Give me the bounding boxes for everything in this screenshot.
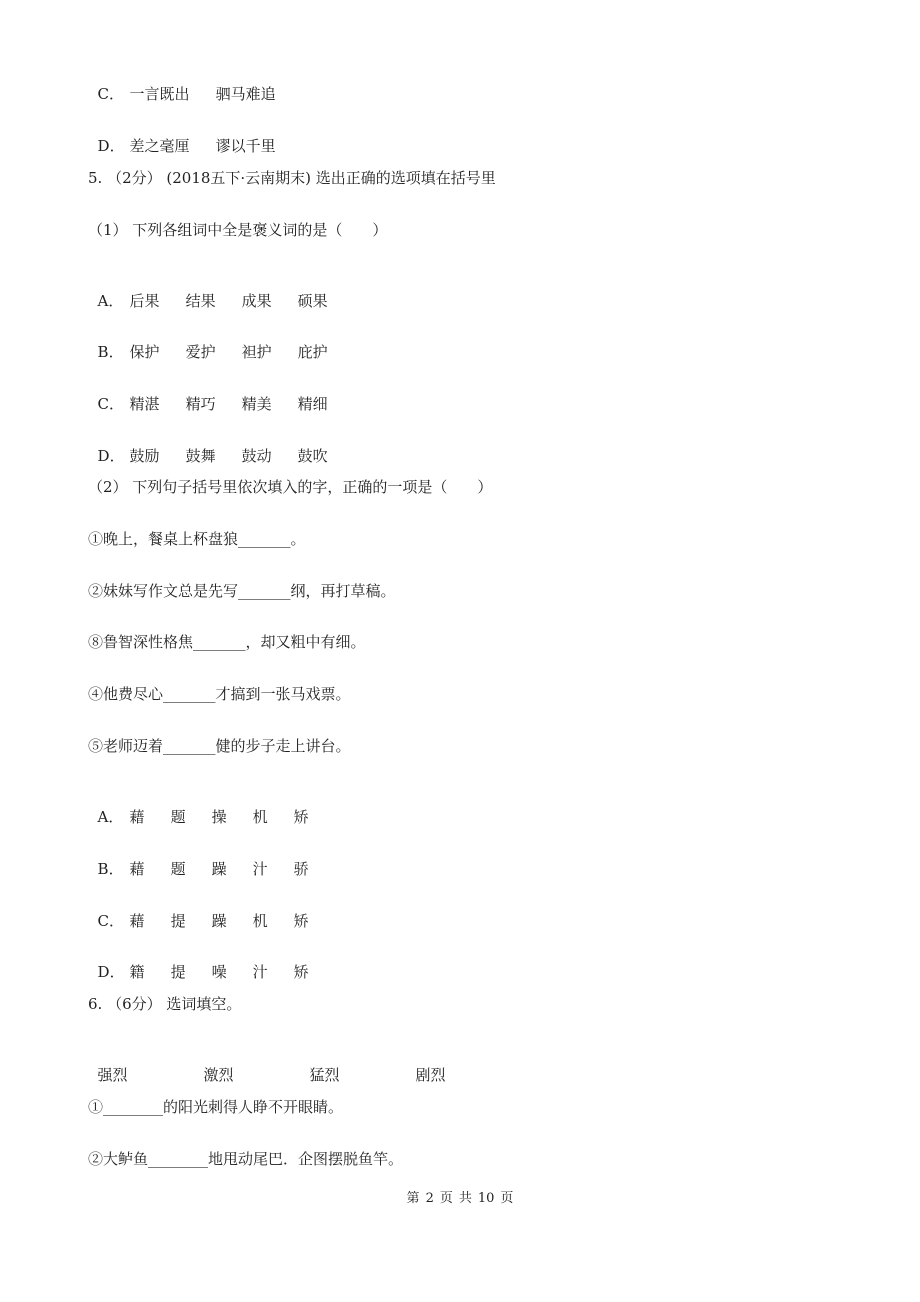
option-word: 鼓吹 bbox=[297, 447, 328, 465]
q5-sub2-sentence-1: ①晚上，餐桌上杯盘狼_______。 bbox=[88, 530, 306, 548]
option-word: 一言既出 bbox=[129, 85, 190, 103]
option-label: B． bbox=[97, 860, 124, 878]
footer-text: 页 bbox=[500, 1191, 514, 1206]
option-word: 精湛 bbox=[129, 395, 160, 413]
option-word: 籍 bbox=[129, 963, 145, 981]
option-word: 操 bbox=[211, 808, 227, 826]
option-word: 提 bbox=[170, 912, 186, 930]
option-label: B． bbox=[97, 343, 124, 361]
option-word: 后果 bbox=[129, 292, 160, 310]
option-word: 题 bbox=[170, 808, 186, 826]
q5-sub1-option-a bbox=[88, 271, 354, 311]
option-word: 爱护 bbox=[185, 343, 216, 361]
option-word: 躁 bbox=[211, 860, 227, 878]
option-word: 骄 bbox=[293, 860, 309, 878]
option-label: C． bbox=[97, 912, 125, 930]
option-word: 汁 bbox=[252, 963, 268, 981]
word-bank-item: 激烈 bbox=[203, 1066, 234, 1084]
option-label: D． bbox=[97, 137, 125, 155]
option-word: 提 bbox=[170, 963, 186, 981]
footer-text: 第 bbox=[406, 1191, 420, 1206]
q5-sub2-option-b bbox=[88, 839, 335, 879]
q5-sub2-sentence-4: ④他费尽心_______才搞到一张马戏票。 bbox=[88, 685, 351, 703]
q6-sentence-1: ①________的阳光刺得人睁不开眼睛。 bbox=[88, 1098, 344, 1116]
option-word: 精巧 bbox=[185, 395, 216, 413]
question-5-sub2-prompt: （2） 下列句子括号里依次填入的字，正确的一项是（ ） bbox=[88, 478, 493, 496]
q5-sub2-option-d bbox=[88, 942, 335, 982]
option-word: 袒护 bbox=[241, 343, 272, 361]
option-word: 结果 bbox=[185, 292, 216, 310]
footer-text: 共 bbox=[458, 1191, 472, 1206]
option-word: 鼓舞 bbox=[185, 447, 216, 465]
word-bank-item: 剧烈 bbox=[415, 1066, 446, 1084]
page-total: 10 bbox=[477, 1191, 495, 1206]
question-5-sub1-prompt: （1） 下列各组词中全是褒义词的是（ ） bbox=[88, 221, 388, 239]
q5-sub1-option-b bbox=[88, 322, 354, 362]
option-word: 藉 bbox=[129, 808, 145, 826]
option-word: 题 bbox=[170, 860, 186, 878]
option-label: A． bbox=[97, 808, 124, 826]
option-word: 机 bbox=[252, 808, 268, 826]
q6-sentence-2: ②大鲈鱼________地甩动尾巴．企图摆脱鱼竿。 bbox=[88, 1150, 404, 1168]
question-5-header: 5. （2分） (2018五下·云南期末) 选出正确的选项填在括号里 bbox=[88, 169, 496, 187]
option-word: 矫 bbox=[293, 808, 309, 826]
option-word: 噪 bbox=[211, 963, 227, 981]
option-word: 矫 bbox=[293, 963, 309, 981]
page-footer bbox=[0, 1190, 920, 1208]
option-word: 躁 bbox=[211, 912, 227, 930]
option-word: 庇护 bbox=[297, 343, 328, 361]
option-word: 鼓动 bbox=[241, 447, 272, 465]
word-bank-item: 猛烈 bbox=[309, 1066, 340, 1084]
question-6-header: 6. （6分） 选词填空。 bbox=[88, 995, 242, 1013]
option-word: 谬以千里 bbox=[215, 137, 276, 155]
q5-sub2-sentence-3: ⑧鲁智深性格焦_______，却又粗中有细。 bbox=[88, 633, 366, 651]
option-label: D． bbox=[97, 963, 125, 981]
option-word: 驷马难追 bbox=[215, 85, 276, 103]
option-word: 成果 bbox=[241, 292, 272, 310]
option-label: D． bbox=[97, 447, 125, 465]
option-d-prev bbox=[88, 116, 302, 156]
q5-sub2-sentence-5: ⑤老师迈着_______健的步子走上讲台。 bbox=[88, 737, 351, 755]
word-bank-item: 强烈 bbox=[97, 1066, 128, 1084]
option-label: A． bbox=[97, 292, 124, 310]
option-label: C． bbox=[97, 395, 125, 413]
option-label: C． bbox=[97, 85, 125, 103]
option-word: 鼓励 bbox=[129, 447, 160, 465]
option-word: 机 bbox=[252, 912, 268, 930]
q5-sub1-option-d bbox=[88, 426, 354, 466]
q5-sub2-sentence-2: ②妹妹写作文总是先写_______纲，再打草稿。 bbox=[88, 582, 396, 600]
option-word: 藉 bbox=[129, 860, 145, 878]
option-word: 硕果 bbox=[297, 292, 328, 310]
option-word: 精细 bbox=[297, 395, 328, 413]
option-word: 汁 bbox=[252, 860, 268, 878]
footer-text: 页 bbox=[439, 1191, 453, 1206]
q5-sub2-option-a bbox=[88, 787, 335, 827]
q6-word-bank bbox=[88, 1045, 522, 1085]
page-number: 2 bbox=[425, 1191, 434, 1206]
q5-sub1-option-c bbox=[88, 374, 354, 414]
option-word: 藉 bbox=[129, 912, 145, 930]
q5-sub2-option-c bbox=[88, 891, 335, 931]
option-c-prev bbox=[88, 64, 302, 104]
option-word: 保护 bbox=[129, 343, 160, 361]
option-word: 矫 bbox=[293, 912, 309, 930]
option-word: 精美 bbox=[241, 395, 272, 413]
option-word: 差之毫厘 bbox=[129, 137, 190, 155]
